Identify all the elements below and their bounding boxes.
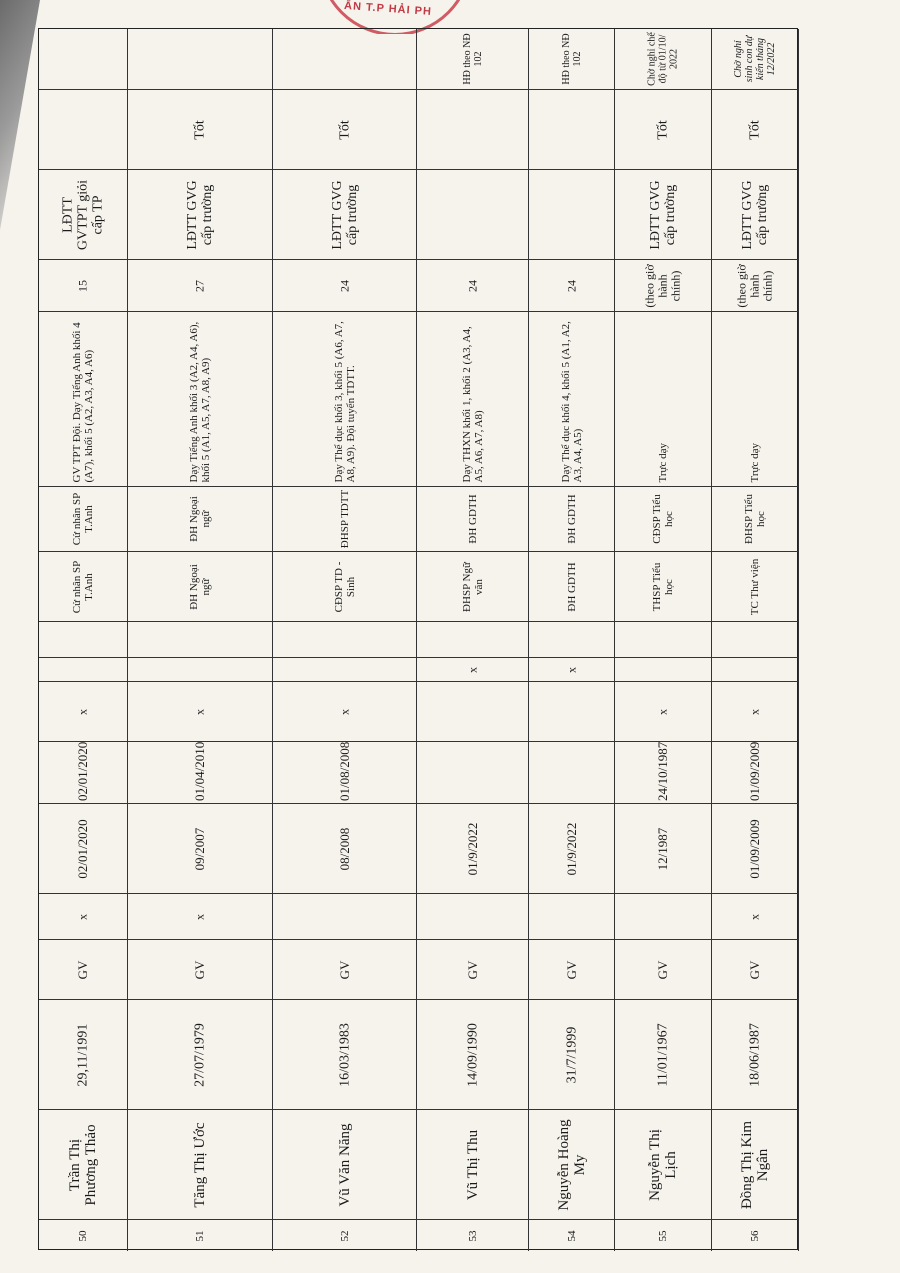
cell-text: 51 [194,1230,206,1241]
cell-dob [39,999,127,1109]
cell-mark-a [273,681,416,741]
cell-text: Dạy Thể dục khối 3, khối 5 (A6, A7, A8, A9). Đội tuyển TDTT. [332,321,357,483]
cell-text: x [337,708,351,715]
cell-text: 16/03/1983 [337,1022,352,1087]
cell-text: Tốt [655,119,671,140]
cell-note [615,29,711,89]
cell-mark-c [712,621,798,657]
cell-text: x [655,708,670,715]
table-row [39,29,128,1251]
cell-start-date [529,803,614,893]
cell-position [39,939,127,999]
cell-text: Chờ nghỉ sinh con dự kiến tháng 12/2022 [733,35,777,83]
cell-text: 01/9/2022 [563,822,579,875]
cell-text: CĐSP TD - Sinh [332,561,357,612]
cell-name [128,1109,272,1219]
cell-text: 08/2008 [336,827,352,870]
cell-duty [615,311,711,486]
cell-text: Cử nhân SP T.Anh [71,560,95,613]
cell-text: GV [563,960,579,979]
cell-stt [712,1219,798,1251]
cell-edu2 [417,486,528,551]
cell-position [712,939,798,999]
cell-text: 24 [337,279,351,292]
cell-title [128,169,272,259]
page-fold-shadow [0,0,40,230]
cell-text: Dạy THXN khối 1, khối 2 (A3, A4, A5, A6, A7, A8) [460,326,485,483]
cell-text: ĐH GDTH [565,494,578,544]
cell-text: 01/08/2008 [336,741,352,801]
cell-mark-c [615,621,711,657]
cell-duty [273,311,416,486]
cell-text: 09/2007 [192,827,207,870]
cell-text: Tốt [747,119,763,140]
cell-text: Tăng Thị Ước [192,1121,208,1208]
cell-tenure-mark [128,893,272,939]
cell-tenure-mark [273,893,416,939]
cell-title [39,169,127,259]
cell-duty [128,311,272,486]
cell-text: Trực dạy [657,443,669,483]
cell-title [615,169,711,259]
cell-rating [615,89,711,169]
cell-mark-c [273,621,416,657]
cell-text: 15 [75,279,90,292]
cell-edu1 [712,551,798,621]
cell-text: Cử nhân SP T.Anh [71,492,95,546]
cell-text: GV [75,960,90,979]
cell-edu2 [128,486,272,551]
cell-text: GV [655,960,670,979]
cell-text: Vũ Thị Thu [464,1129,481,1200]
cell-dob [417,999,528,1109]
cell-tenure-mark [39,893,127,939]
cell-hours [39,259,127,311]
cell-text: GV [192,960,207,979]
cell-official-date [128,741,272,803]
cell-text: 27 [192,279,207,292]
cell-text: 50 [77,1230,89,1241]
cell-name [615,1109,711,1219]
cell-text: 12/1987 [655,827,670,870]
cell-official-date [417,741,528,803]
cell-mark-b [529,657,614,681]
table-row [128,29,273,1251]
cell-rating [273,89,416,169]
cell-mark-a [529,681,614,741]
table-row [712,29,799,1251]
cell-text: Tốt [337,119,352,140]
cell-start-date [417,803,528,893]
cell-position [615,939,711,999]
cell-start-date [712,803,798,893]
cell-text: x [747,913,762,920]
cell-text: 29,11/1991 [75,1023,91,1086]
cell-text: LĐTT GVG cấp trường [648,179,678,250]
cell-text: LĐTT GVG cấp trường [185,179,215,250]
cell-title [417,169,528,259]
cell-official-date [529,741,614,803]
cell-mark-a [128,681,272,741]
cell-text: 01/04/2010 [192,741,207,801]
cell-text: ĐH Ngoại ngữ [188,563,212,610]
cell-duty [39,311,127,486]
cell-text: GV TPT Đội. Dạy Tiếng Anh khối 4 (A7), khối 5 (A2, A3, A4, A6) [71,322,95,483]
cell-title [273,169,416,259]
cell-dob [529,999,614,1109]
cell-text: 56 [749,1230,761,1241]
table-row [615,29,712,1251]
cell-text: LĐTT GVG cấp trường [329,179,360,250]
cell-text: 24/10/1987 [655,741,670,801]
cell-note [712,29,798,89]
cell-mark-a [417,681,528,741]
cell-text: Dạy Thể dục khối 4, khối 5 (A1, A2, A3, A4, A5) [559,321,584,483]
cell-text: Nguyễn Thị Lịch [647,1128,679,1201]
cell-edu1 [39,551,127,621]
cell-edu2 [615,486,711,551]
cell-mark-b [615,657,711,681]
cell-hours [417,259,528,311]
cell-text: THSP Tiểu học [651,562,675,611]
cell-official-date [273,741,416,803]
cell-edu1 [417,551,528,621]
cell-edu1 [529,551,614,621]
cell-mark-c [417,621,528,657]
cell-duty [417,311,528,486]
cell-mark-b [39,657,127,681]
cell-name [417,1109,528,1219]
cell-text: x [465,666,479,673]
table-row [529,29,615,1251]
cell-note [417,29,528,89]
cell-text: CĐSP Tiểu học [651,494,675,544]
cell-dob [128,999,272,1109]
cell-note [273,29,416,89]
cell-duty [529,311,614,486]
table-row [273,29,417,1251]
cell-stt [273,1219,416,1251]
cell-name [529,1109,614,1219]
table-row [417,29,529,1251]
cell-rating [529,89,614,169]
cell-edu1 [273,551,416,621]
cell-text: (theo giờ hành chính) [642,263,683,308]
cell-edu2 [39,486,127,551]
cell-mark-c [128,621,272,657]
cell-mark-b [273,657,416,681]
cell-text: x [192,708,207,715]
cell-mark-b [712,657,798,681]
cell-rating [417,89,528,169]
cell-note [128,29,272,89]
cell-text: HĐ theo NĐ 102 [461,33,484,85]
cell-text: HĐ theo NĐ 102 [560,33,583,85]
cell-stt [128,1219,272,1251]
cell-mark-a [615,681,711,741]
cell-text: Vũ Văn Năng [336,1122,353,1207]
cell-stt [417,1219,528,1251]
cell-text: Chờ nghỉ chế độ từ 01/10/ 2022 [646,32,680,86]
cell-mark-a [39,681,127,741]
cell-official-date [712,741,798,803]
cell-text: Trần Thị Phương Thảo [67,1123,99,1206]
cell-text: 24 [465,279,479,292]
cell-text: Nguyễn Hoàng My [555,1118,588,1211]
cell-text: 02/01/2020 [75,741,90,801]
cell-position [417,939,528,999]
cell-stt [529,1219,614,1251]
cell-text: GV [747,960,762,979]
cell-title [529,169,614,259]
cell-text: Đồng Thị Kim Ngân [739,1120,771,1209]
cell-text: 01/09/2009 [747,818,762,879]
cell-official-date [615,741,711,803]
cell-mark-a [712,681,798,741]
cell-text: 02/01/2020 [75,818,90,879]
seal-text: ẤN T.P HẢI PH [343,0,433,19]
cell-tenure-mark [529,893,614,939]
cell-text: x [747,708,762,715]
cell-hours [529,259,614,311]
cell-name [39,1109,127,1219]
cell-start-date [273,803,416,893]
cell-text: 01/9/2022 [464,822,480,875]
cell-hours [273,259,416,311]
cell-text: 18/06/1987 [747,1022,763,1087]
cell-text: (theo giờ hành chính) [734,263,775,308]
cell-tenure-mark [712,893,798,939]
cell-mark-c [39,621,127,657]
staff-table [38,28,798,1250]
cell-text: x [192,913,207,920]
cell-position [273,939,416,999]
cell-start-date [615,803,711,893]
cell-edu1 [615,551,711,621]
cell-text: 24 [564,279,578,292]
cell-text: GV [336,960,352,979]
cell-text: 31/7/1999 [564,1026,579,1083]
cell-dob [712,999,798,1109]
cell-note [529,29,614,89]
cell-text: ĐHSP Tiểu học [743,493,767,545]
cell-text: x [75,708,90,715]
cell-text: 53 [466,1230,479,1241]
cell-name [712,1109,798,1219]
cell-hours [128,259,272,311]
cell-text: 01/09/2009 [747,741,762,801]
cell-text: Tốt [192,119,208,140]
cell-hours [712,259,798,311]
cell-text: 27/07/1979 [192,1022,208,1087]
cell-text: ĐHSP TDTT [338,489,351,549]
cell-dob [615,999,711,1109]
cell-text: LĐTT GVG cấp trường [740,179,770,250]
cell-position [529,939,614,999]
cell-text: ĐHSP Ngữ văn [460,561,485,612]
cell-text: x [564,666,578,673]
cell-text: 54 [565,1230,578,1241]
cell-text: ĐH GDTH [565,561,578,612]
cell-text: Dạy Tiếng Anh khối 3 (A2, A4, A6), khối 5 (A1, A5, A7, A8, A9) [188,321,212,483]
cell-text: 14/09/1990 [465,1022,480,1087]
cell-text: 52 [338,1230,351,1241]
cell-official-date [39,741,127,803]
cell-duty [712,311,798,486]
cell-start-date [39,803,127,893]
cell-edu1 [128,551,272,621]
cell-edu2 [529,486,614,551]
cell-start-date [128,803,272,893]
cell-rating [128,89,272,169]
cell-text: TC Thư viện [749,558,761,615]
cell-hours [615,259,711,311]
cell-text: LĐTT GVTPT giỏi cấp TP [60,179,106,250]
cell-text: GV [464,960,480,979]
cell-tenure-mark [615,893,711,939]
cell-edu2 [273,486,416,551]
cell-text: 11/01/1967 [655,1022,671,1087]
cell-text: x [75,913,90,920]
cell-edu2 [712,486,798,551]
cell-text: ĐH GDTH [466,494,479,544]
cell-stt [615,1219,711,1251]
cell-stt [39,1219,127,1251]
cell-text: ĐH Ngoại ngữ [188,496,212,542]
cell-mark-b [128,657,272,681]
cell-text: Trực dạy [749,443,761,483]
cell-name [273,1109,416,1219]
cell-title [712,169,798,259]
cell-dob [273,999,416,1109]
cell-position [128,939,272,999]
cell-mark-c [529,621,614,657]
cell-text: 55 [657,1230,669,1241]
cell-tenure-mark [417,893,528,939]
cell-mark-b [417,657,528,681]
cell-rating [712,89,798,169]
cell-rating [39,89,127,169]
cell-note [39,29,127,89]
